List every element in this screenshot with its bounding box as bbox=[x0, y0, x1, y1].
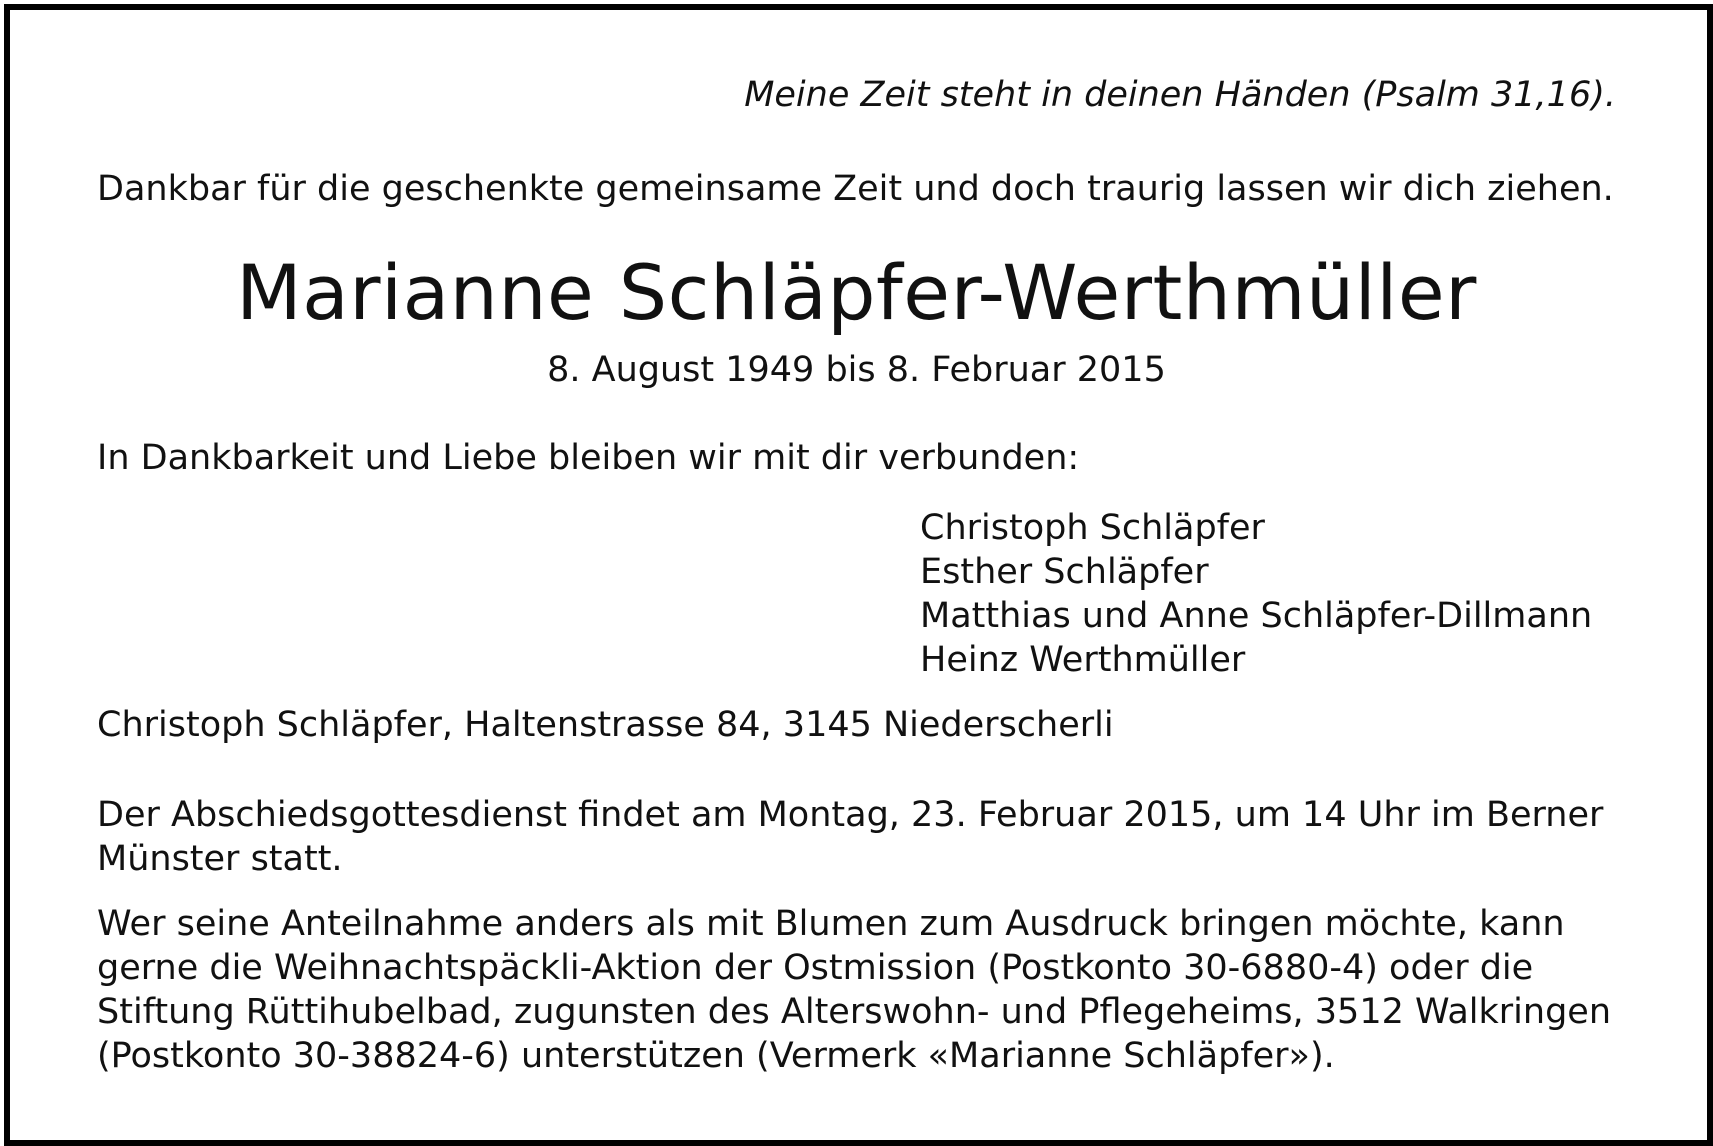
mourner-name: Esther Schläpfer bbox=[920, 552, 1209, 592]
service-line: Münster statt. bbox=[97, 839, 343, 879]
gratitude-line: Dankbar für die geschenkte gemeinsame Zeit und doch traurig lassen wir dich ziehen. bbox=[97, 169, 1614, 209]
mourner-name: Matthias und Anne Schläpfer-Dillmann bbox=[920, 596, 1593, 636]
mourner-name: Christoph Schläpfer bbox=[920, 508, 1265, 548]
donation-line: Stiftung Rüttihubelbad, zugunsten des Alterswohn- und Pflegeheims, 3512 Walkringen bbox=[97, 992, 1612, 1032]
donation-line: (Postkonto 30-38824-6) unterstützen (Vermerk «Marianne Schläpfer»). bbox=[97, 1036, 1335, 1076]
contact-address: Christoph Schläpfer, Haltenstrasse 84, 3145 Niederscherli bbox=[97, 705, 1114, 745]
psalm-verse: Meine Zeit steht in deinen Händen (Psalm 31,16). bbox=[744, 75, 1616, 115]
service-line: Der Abschiedsgottesdienst findet am Montag, 23. Februar 2015, um 14 Uhr im Berner bbox=[97, 795, 1604, 835]
service-paragraph bbox=[97, 793, 1627, 881]
donation-line: gerne die Weihnachtspäckli-Aktion der Ostmission (Postkonto 30-6880-4) oder die bbox=[97, 948, 1534, 988]
deceased-name: Marianne Schläpfer-Werthmüller bbox=[236, 248, 1477, 337]
donation-paragraph bbox=[97, 902, 1627, 1078]
mourners-list bbox=[920, 506, 1592, 682]
connected-line: In Dankbarkeit und Liebe bleiben wir mit dir verbunden: bbox=[97, 438, 1080, 478]
life-dates: 8. August 1949 bis 8. Februar 2015 bbox=[547, 350, 1166, 390]
donation-line: Wer seine Anteilnahme anders als mit Blumen zum Ausdruck bringen möchte, kann bbox=[97, 904, 1565, 944]
mourner-name: Heinz Werthmüller bbox=[920, 640, 1246, 680]
